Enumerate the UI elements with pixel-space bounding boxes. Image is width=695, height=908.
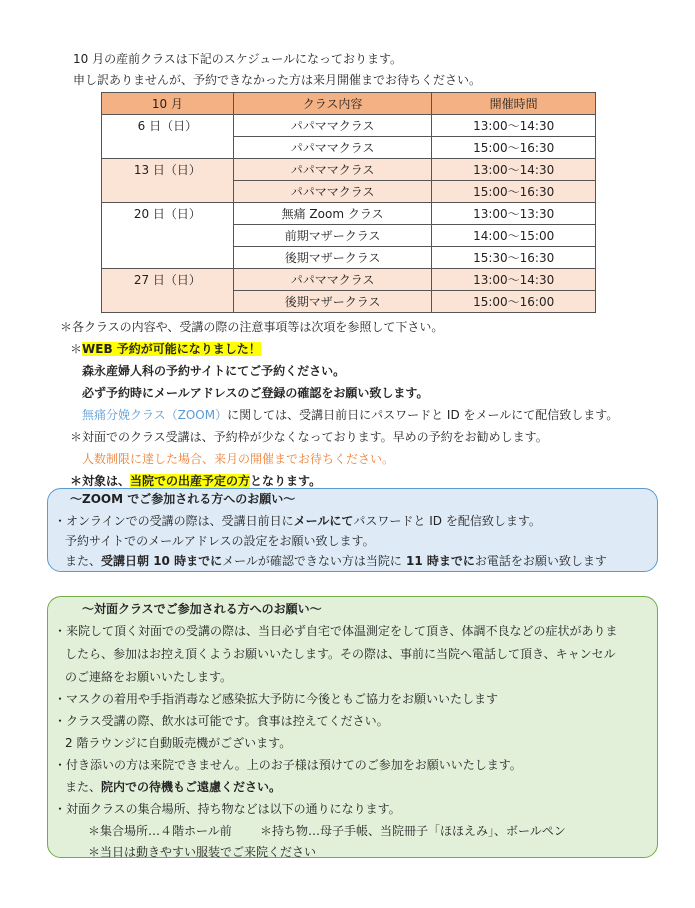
class-cell: パパママクラス (233, 159, 432, 181)
table-header-row (102, 93, 596, 115)
web-highlight: WEB 予約が可能になりました！ (82, 342, 261, 356)
header-month: 10 月 (102, 93, 234, 115)
note-face: ＊対面でのクラス受講は、予約枠が少なくなっております。早めの予約をお勧めします。 (70, 430, 548, 444)
face-b4-a: また、 (65, 780, 102, 794)
face-b4-line-2 (65, 779, 281, 795)
face-b5: ・対面クラスの集合場所、持ち物などは以下の通りになります。 (54, 802, 401, 816)
class-cell: パパママクラス (233, 269, 432, 291)
note-target (70, 472, 321, 489)
zoom-box-title: ～ZOOM でご参加される方へのお願い～ (70, 492, 296, 506)
note-zoom (82, 406, 618, 423)
target-highlight: 当院での出産予定の方 (130, 474, 251, 488)
intro-line-2: 申し訳ありませんが、予約できなかった方は来月開催までお待ちください。 (73, 73, 482, 87)
zoom-l1-a: ・オンラインでの受講の際は、受講日前日に (54, 514, 294, 528)
face-b1-line-1: ・来院して頂く対面での受講の際は、当日必ず自宅で体温測定をして頂き、体調不良などの症状がありま (54, 624, 618, 638)
time-cell: 15:30～16:30 (432, 247, 596, 269)
zoom-l3-b: 受講日朝 10 時までに (101, 554, 223, 568)
zoom-l3-a: また、 (65, 554, 102, 568)
date-cell: 6 日（日） (102, 115, 234, 137)
zoom-notice-box (47, 488, 658, 572)
date-cell-continued (102, 291, 234, 313)
zoom-class-label: 無痛分娩クラス（ZOOM） (82, 408, 228, 422)
table-row (102, 291, 596, 313)
face-b3-line-2: 2 階ラウンジに自動販売機がございます。 (65, 736, 292, 750)
table-row (102, 137, 596, 159)
date-cell: 13 日（日） (102, 159, 234, 181)
table-row (102, 159, 596, 181)
table-row (102, 181, 596, 203)
target-b: となります。 (250, 474, 322, 488)
face-b5-place: ＊集合場所…４階ホール前 (88, 824, 232, 838)
note-refer: ＊各クラスの内容や、受講の際の注意事項等は次項を参照して下さい。 (60, 320, 444, 334)
face-b4-line-1: ・付き添いの方は来院できません。上のお子様は預けてのご参加をお願いいたします。 (54, 758, 522, 772)
face-b4-b: 院内での待機もご遠慮ください。 (101, 780, 282, 794)
date-cell: 27 日（日） (102, 269, 234, 291)
time-cell: 13:00～14:30 (432, 269, 596, 291)
date-cell-continued (102, 247, 234, 269)
time-cell: 14:00～15:00 (432, 225, 596, 247)
header-time: 開催時間 (432, 93, 596, 115)
header-class: クラス内容 (233, 93, 432, 115)
class-cell: パパママクラス (233, 137, 432, 159)
note-web-2: 必ず予約時にメールアドレスのご登録の確認をお願い致します。 (82, 386, 429, 400)
class-cell: 後期マザークラス (233, 291, 432, 313)
table-row (102, 225, 596, 247)
table-row (102, 269, 596, 291)
note-limit: 人数制限に達した場合、来月の開催までお待ちください。 (82, 452, 395, 466)
face-b5-items: ＊持ち物…母子手帳、当院冊子「ほほえみ」、ボールペン (260, 824, 566, 838)
time-cell: 15:00～16:30 (432, 137, 596, 159)
web-prefix: ＊ (70, 342, 83, 356)
face-b5-clothes: ＊当日は動きやすい服装でご来院ください (88, 845, 317, 859)
time-cell: 13:00～14:30 (432, 159, 596, 181)
table-row (102, 203, 596, 225)
note-web (70, 340, 261, 357)
face-b2: ・マスクの着用や手指消毒など感染拡大予防に今後ともご協力をお願いいたします (54, 692, 499, 706)
class-cell: 無痛 Zoom クラス (233, 203, 432, 225)
target-a: ＊対象は、 (70, 474, 131, 488)
table-row (102, 247, 596, 269)
face-notice-box (47, 596, 658, 858)
class-cell: パパママクラス (233, 181, 432, 203)
class-cell: 後期マザークラス (233, 247, 432, 269)
face-box-title: ～対面クラスでご参加される方へのお願い～ (82, 602, 322, 616)
zoom-l3-d: 11 時までに (401, 554, 475, 568)
time-cell: 13:00～13:30 (432, 203, 596, 225)
time-cell: 15:00～16:00 (432, 291, 596, 313)
zoom-box-line-3 (65, 553, 607, 569)
zoom-l1-c: パスワードと ID を配信致します。 (353, 514, 541, 528)
intro-line-1: 10 月の産前クラスは下記のスケジュールになっております。 (73, 52, 403, 66)
time-cell: 15:00～16:30 (432, 181, 596, 203)
time-cell: 13:00～14:30 (432, 115, 596, 137)
note-web-1: 森永産婦人科の予約サイトにてご予約ください。 (82, 364, 346, 378)
zoom-l3-c: メールが確認できない方は当院に (222, 554, 402, 568)
zoom-l3-e: お電話をお願い致します (474, 554, 607, 568)
zoom-box-line-2: 予約サイトでのメールアドレスの設定をお願い致します。 (65, 534, 375, 548)
face-b1-line-3: のご連絡をお願いいたします。 (65, 670, 233, 684)
class-cell: パパママクラス (233, 115, 432, 137)
date-cell-continued (102, 137, 234, 159)
table-row (102, 115, 596, 137)
face-b3-line-1: ・クラス受講の際、飲水は可能です。食事は控えてください。 (54, 714, 389, 728)
class-cell: 前期マザークラス (233, 225, 432, 247)
zoom-class-rest: に関しては、受講日前日にパスワードと ID をメールにて配信致します。 (227, 408, 619, 422)
date-cell: 20 日（日） (102, 203, 234, 225)
schedule-table (101, 92, 596, 313)
date-cell-continued (102, 225, 234, 247)
zoom-l1-b: メールにて (293, 514, 354, 528)
face-b1-line-2: したら、参加はお控え頂くようお願いいたします。その際は、事前に当院へ電話して頂き、キャンセル (65, 647, 616, 661)
date-cell-continued (102, 181, 234, 203)
zoom-box-line-1 (54, 513, 541, 529)
